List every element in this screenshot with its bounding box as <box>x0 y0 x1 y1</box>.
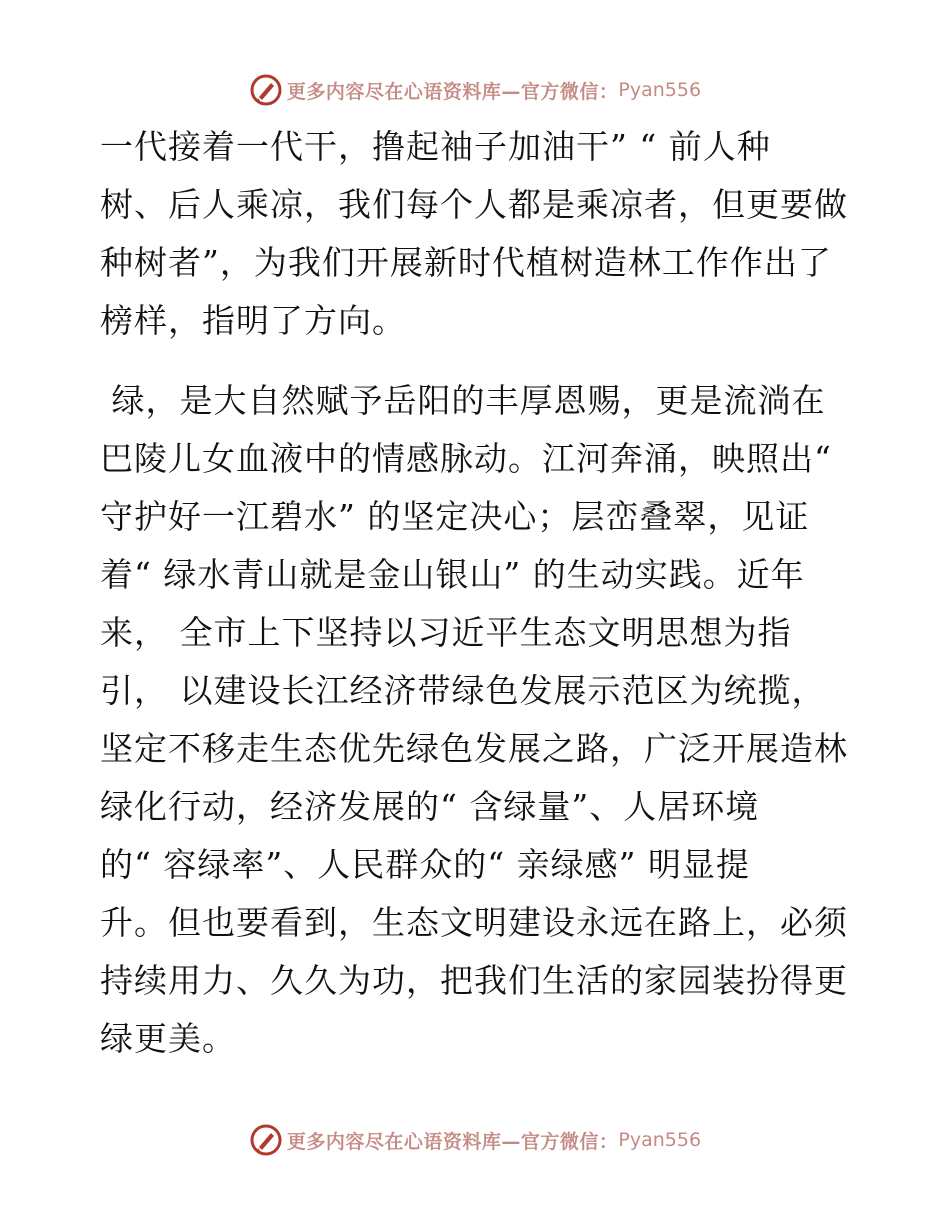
header-wechat-id: Pyan556 <box>618 79 702 101</box>
text-line: 树、后人乘凉，我们每个人都是乘凉者，但更要做 <box>100 185 848 224</box>
text-line: 种树者”，为我们开展新时代植树造林工作作出了 <box>100 243 832 282</box>
text-line: 坚定不移走生态优先绿色发展之路，广泛开展造林 <box>100 729 848 768</box>
footer-text: 更多内容尽在心语资料库—官方微信： <box>286 1130 619 1153</box>
text-line: 榜样，指明了方向。 <box>100 301 406 340</box>
text-line: 的“ 容绿率”、人民群众的“ 亲绿感” 明显提 <box>100 845 750 884</box>
text-line: 升。但也要看到，生态文明建设永远在路上，必须 <box>100 903 848 942</box>
text-line: 绿化行动，经济发展的“ 含绿量”、人居环境 <box>100 787 760 826</box>
header-text: 更多内容尽在心语资料库—官方微信： <box>286 80 619 103</box>
text-line: 绿更美。 <box>100 1019 236 1058</box>
brand-logo-icon <box>249 73 283 107</box>
brand-logo-icon <box>249 1123 283 1157</box>
text-line: 守护好一江碧水” 的坚定决心；层峦叠翠，见证 <box>100 497 810 536</box>
text-line: 着“ 绿水青山就是金山银山” 的生动实践。近年 <box>100 555 805 594</box>
header-banner <box>0 70 950 110</box>
text-line: 绿，是大自然赋予岳阳的丰厚恩赐，更是流淌在 <box>100 381 826 420</box>
text-line: 来， 全市上下坚持以习近平生态文明思想为指 <box>100 613 792 652</box>
text-line: 巴陵儿女血液中的情感脉动。江河奔涌，映照出“ <box>100 439 832 478</box>
text-line: 引， 以建设长江经济带绿色发展示范区为统揽， <box>100 671 826 710</box>
paragraph-gap <box>100 350 860 372</box>
document-body <box>100 118 860 1068</box>
text-line: 持续用力、久久为功，把我们生活的家园装扮得更 <box>100 961 848 1000</box>
text-line: 一代接着一代干，撸起袖子加油干” “ 前人种 <box>100 127 771 166</box>
footer-banner <box>0 1120 950 1160</box>
footer-wechat-id: Pyan556 <box>618 1129 702 1151</box>
